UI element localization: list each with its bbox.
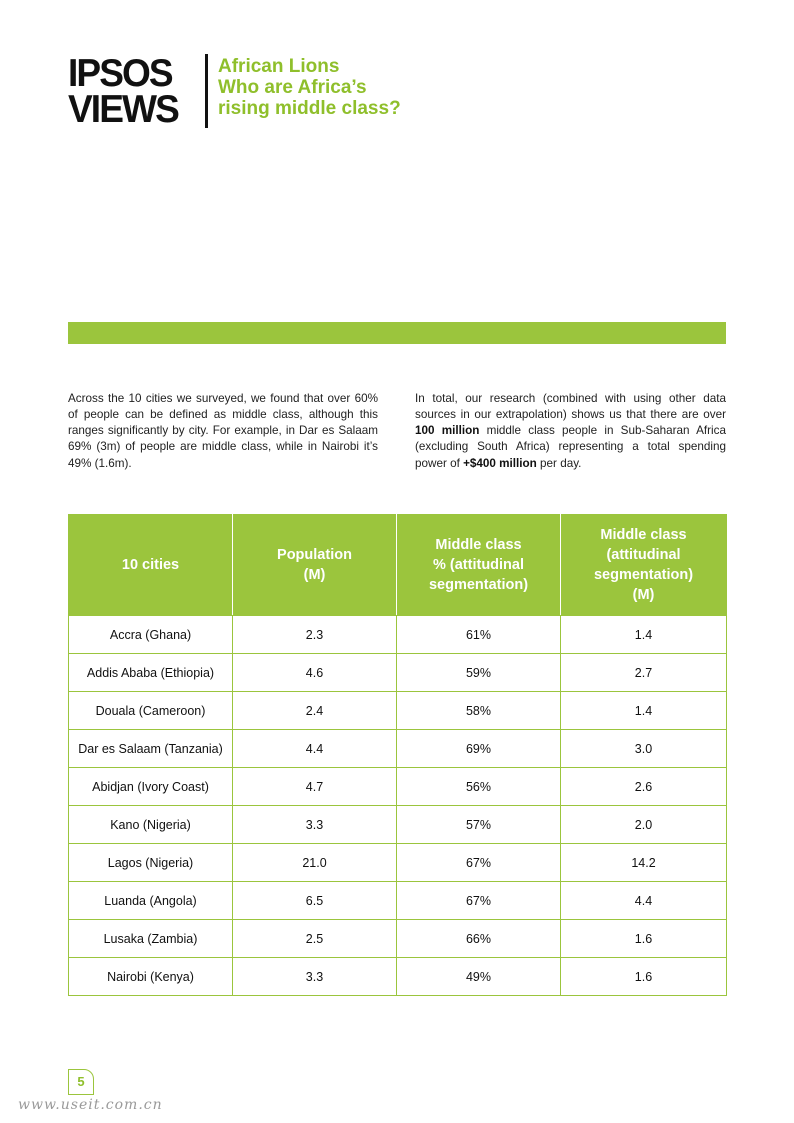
table-row [69, 616, 727, 654]
table-cell: Abidjan (Ivory Coast) [69, 768, 233, 806]
page-number: 5 [68, 1069, 94, 1095]
table-cell: Accra (Ghana) [69, 616, 233, 654]
table-row [69, 844, 727, 882]
table-cell: 4.4 [561, 882, 727, 920]
table-row [69, 806, 727, 844]
table-cell: 4.6 [233, 654, 397, 692]
table-cell: 3.3 [233, 806, 397, 844]
table-cell: 21.0 [233, 844, 397, 882]
column-header-line: segmentation) [593, 567, 694, 583]
table-cell: 66% [397, 920, 561, 958]
table-cell: 67% [397, 882, 561, 920]
table-cell: 2.3 [233, 616, 397, 654]
title-line-1: African Lions [218, 56, 340, 77]
column-header [397, 515, 561, 616]
table-cell: Luanda (Angola) [69, 882, 233, 920]
table-row [69, 882, 727, 920]
table-cell: 1.4 [561, 692, 727, 730]
table-cell: 59% [397, 654, 561, 692]
table-cell: 57% [397, 806, 561, 844]
table-cell: 1.6 [561, 920, 727, 958]
table-row [69, 920, 727, 958]
intro-right-bold-2: +$400 million [463, 456, 537, 470]
table-cell: 67% [397, 844, 561, 882]
table-cell: Dar es Salaam (Tanzania) [69, 730, 233, 768]
logo-line-1: IPSOS [68, 52, 172, 95]
table-cell: 4.7 [233, 768, 397, 806]
title-line-2: Who are Africa’s [218, 77, 367, 98]
intro-right-bold-1: 100 million [415, 424, 480, 438]
document-title [218, 56, 401, 119]
title-line-3: rising middle class? [218, 98, 401, 119]
column-header-line: (attitudinal [606, 547, 681, 563]
table-cell: 69% [397, 730, 561, 768]
table-cell: 61% [397, 616, 561, 654]
cities-table [68, 514, 727, 996]
column-header [233, 515, 397, 616]
table-cell: 2.7 [561, 654, 727, 692]
table-cell: Lagos (Nigeria) [69, 844, 233, 882]
intro-right-text-3: per day. [536, 456, 582, 470]
table-cell: 58% [397, 692, 561, 730]
column-header-line: (M) [303, 567, 326, 583]
table-cell: 2.5 [233, 920, 397, 958]
column-header-line: (M) [632, 587, 655, 603]
ipsos-views-logo [68, 52, 208, 131]
table-cell: 1.6 [561, 958, 727, 996]
intro-right-text-2: middle class people in Sub-Saharan Africa (excluding South Africa) representing a total spending power of [415, 424, 726, 470]
table-cell: 14.2 [561, 844, 727, 882]
table-cell: Kano (Nigeria) [69, 806, 233, 844]
header-divider [205, 54, 208, 128]
table-cell: Addis Ababa (Ethiopia) [69, 654, 233, 692]
column-header-line: % (attitudinal [432, 557, 525, 573]
table-cell: 49% [397, 958, 561, 996]
table-cell: 4.4 [233, 730, 397, 768]
table-row [69, 730, 727, 768]
watermark: www.useit.com.cn [18, 1097, 163, 1113]
intro-right-text-1: In total, our research (combined with using other data sources in our extrapolation) shows us that there are over [415, 391, 726, 421]
column-header-line: Middle class [600, 527, 687, 543]
table-row [69, 654, 727, 692]
table-cell: Nairobi (Kenya) [69, 958, 233, 996]
column-header-line: Population [277, 547, 352, 563]
table-cell: 6.5 [233, 882, 397, 920]
table-cell: 2.4 [233, 692, 397, 730]
table-row [69, 692, 727, 730]
table-cell: 3.3 [233, 958, 397, 996]
table-cell: 1.4 [561, 616, 727, 654]
table-row [69, 958, 727, 996]
table-header-row [69, 515, 727, 616]
table-cell: 2.6 [561, 768, 727, 806]
intro-paragraph-left: Across the 10 cities we surveyed, we found that over 60% of people can be defined as middle class, although this ranges significantly by city. For example, in Dar es Salaam 69% (3m) of people are middle class, while in Nairobi it’s 49% (1.6m). [68, 391, 378, 470]
column-header [69, 515, 233, 616]
column-header [561, 515, 727, 616]
table-body [69, 616, 727, 996]
logo-line-2: VIEWS [68, 88, 178, 131]
table-cell: Douala (Cameroon) [69, 692, 233, 730]
table-cell: 2.0 [561, 806, 727, 844]
green-section-band [68, 322, 726, 344]
table-cell: 3.0 [561, 730, 727, 768]
table-row [69, 768, 727, 806]
column-header-line: Middle class [435, 537, 522, 553]
column-header-line: segmentation) [428, 577, 529, 593]
intro-paragraph-right [415, 391, 726, 472]
table-cell: Lusaka (Zambia) [69, 920, 233, 958]
column-header-line: 10 cities [121, 557, 180, 573]
table-cell: 56% [397, 768, 561, 806]
